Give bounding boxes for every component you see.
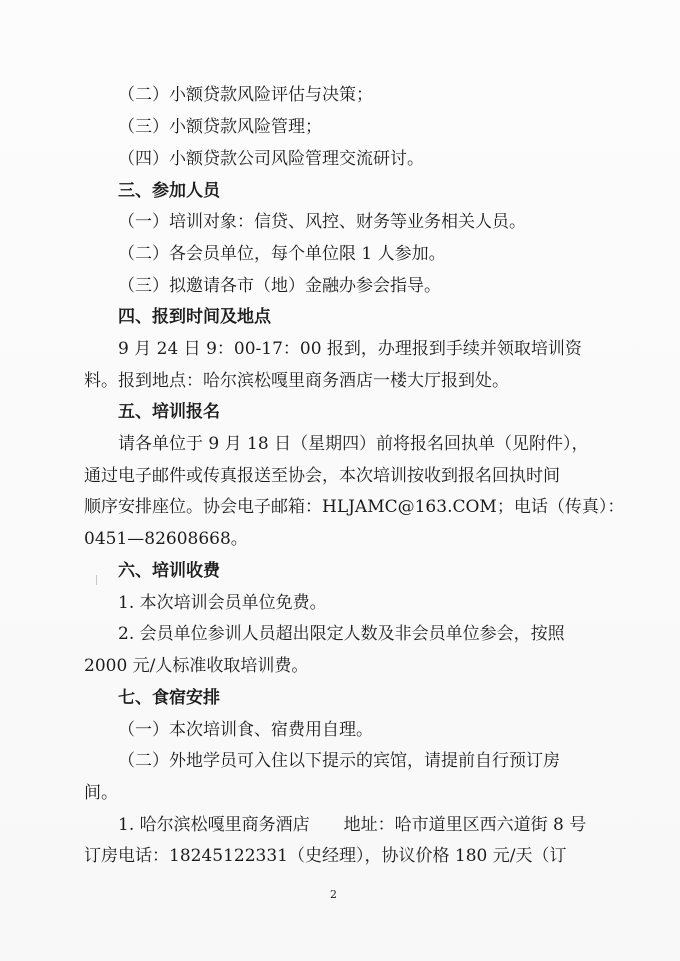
section-heading: 三、参加人员 bbox=[118, 181, 220, 201]
section-heading: 四、报到时间及地点 bbox=[118, 307, 271, 327]
text-line: 1. 哈尔滨松嘎里商务酒店 地址：哈市道里区西六道街 8 号 bbox=[118, 815, 587, 835]
text-line: （三）拟邀请各市（地）金融办参会指导。 bbox=[118, 276, 441, 296]
text-line: 顺序安排座位。协会电子邮箱：HLJAMC@163.COM；电话（传真）： bbox=[84, 497, 625, 517]
text-line: 间。 bbox=[84, 783, 118, 803]
text-line: 2000 元/人标准收取培训费。 bbox=[84, 656, 309, 676]
section-heading: 七、食宿安排 bbox=[118, 688, 220, 708]
text-line: （二）小额贷款风险评估与决策； bbox=[118, 85, 373, 105]
text-line: （一）本次培训食、宿费用自理。 bbox=[118, 720, 373, 740]
text-line: （一）培训对象：信贷、风控、财务等业务相关人员。 bbox=[118, 212, 526, 232]
page-number: 2 bbox=[330, 888, 337, 901]
text-line: （三）小额贷款风险管理； bbox=[118, 117, 322, 137]
text-line: 0451—82608668。 bbox=[84, 529, 248, 549]
text-line: （二）各会员单位，每个单位限 1 人参加。 bbox=[118, 244, 446, 264]
section-heading: 五、培训报名 bbox=[118, 402, 220, 422]
text-line: 请各单位于 9 月 18 日（星期四）前将报名回执单（见附件）， bbox=[118, 434, 589, 454]
text-line: 2. 会员单位参训人员超出限定人数及非会员单位参会，按照 bbox=[118, 624, 565, 644]
text-line: 订房电话：18245122331（史经理），协议价格 180 元/天（订 bbox=[84, 846, 567, 866]
text-line: 9 月 24 日 9：00-17：00 报到，办理报到手续并领取培训资 bbox=[118, 339, 582, 359]
text-line: 通过电子邮件或传真报送至协会，本次培训按收到报名回执时间 bbox=[84, 466, 560, 486]
text-line: （二）外地学员可入住以下提示的宾馆，请提前自行预订房 bbox=[118, 751, 560, 771]
section-heading: 六、培训收费 bbox=[118, 561, 220, 581]
text-line: 1. 本次培训会员单位免费。 bbox=[118, 593, 327, 613]
text-line: 料。报到地点：哈尔滨松嘎里商务酒店一楼大厅报到处。 bbox=[84, 371, 509, 391]
scan-mark bbox=[96, 575, 97, 585]
text-line: （四）小额贷款公司风险管理交流研讨。 bbox=[118, 149, 424, 169]
